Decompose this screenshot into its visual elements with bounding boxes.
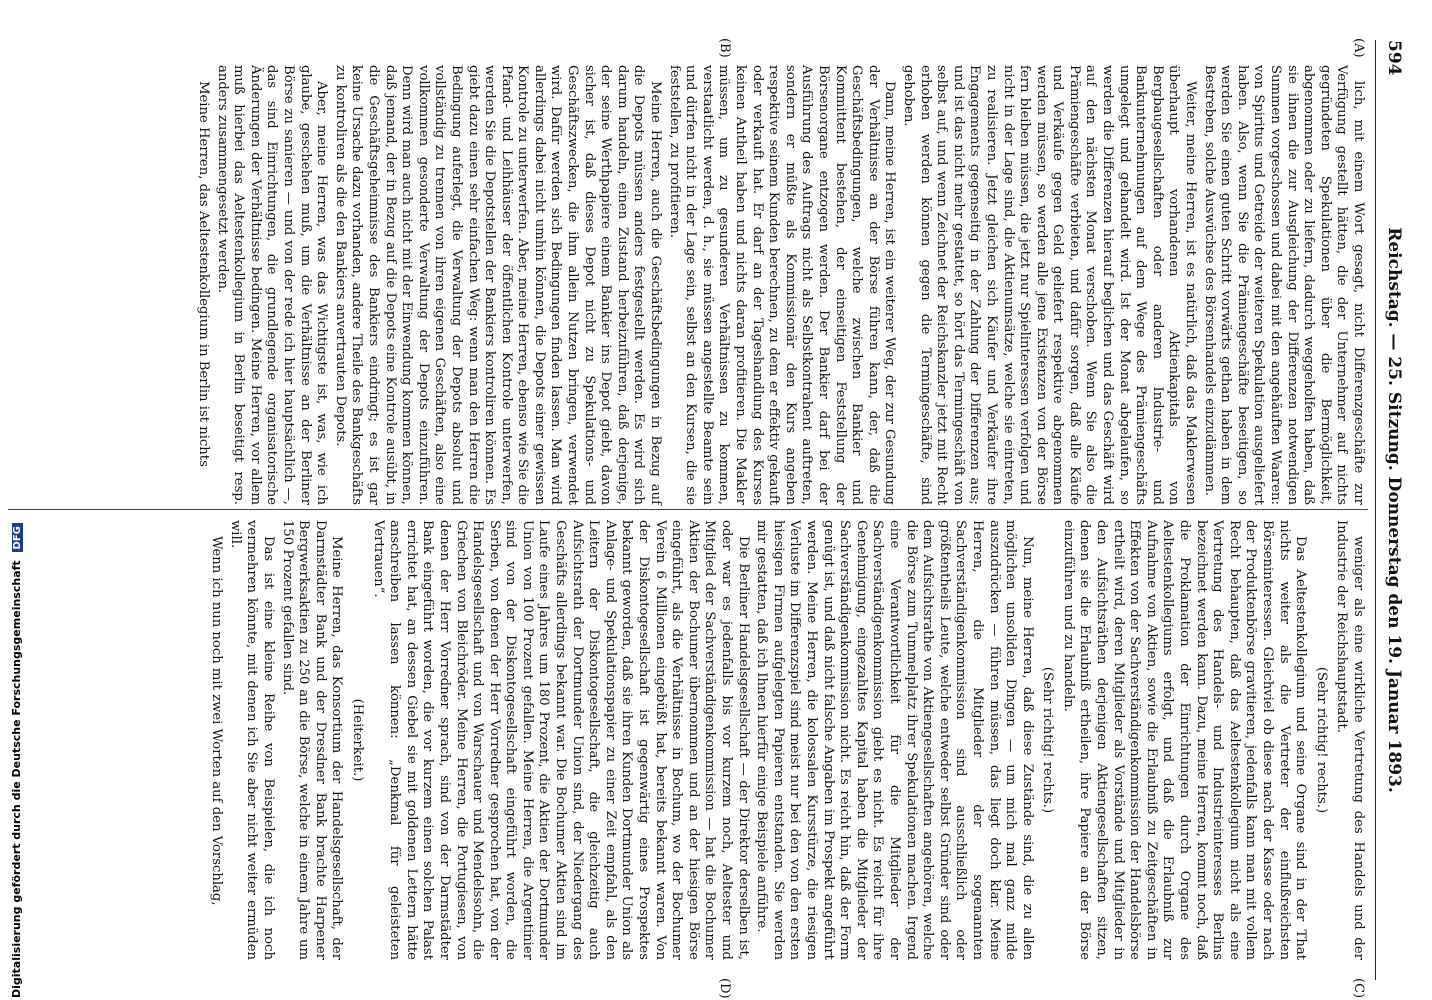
right-paragraph: Meine Herren, das Konsortium der Handelsgesellschaft, der Darmstädter Bank und der Dresdner Bank brachte Harpener Bergwerksaktien zu 250 an die Börse, welche in einem Jahre um 150 Prozent gefallen sind. [279, 520, 345, 960]
left-paragraph: Aber, meine Herren, was das Wichtigste ist, was, wie ich glaube, geschehen muß, um die Verhältnisse an der Berliner Börse zu sanieren — und von der rede ich hier hauptsächlich —, das sind Einrichtungen, die grundlegende organisatorische Änderungen der Verhältnisse bedingen. Meine Herren, vor allem muß hierbei das Aeltestenkollegium in Berlin beseitigt resp. anders zusammengesetzt werden. [214, 65, 330, 505]
page-title: Reichstag. — 25. Sitzung. Donnerstag den 19. Januar 1893. [1384, 227, 1404, 793]
margin-marker-a: (A) [1351, 38, 1366, 58]
header-rule [1375, 40, 1376, 980]
dfg-logo: DFG [12, 523, 23, 552]
right-paragraph: Das Aeltestenkollegium und seine Organe sind in der That nichts weiter als die Vertreter der einflußreichsten Börseninteressen. Gleichviel ob diese nach der Kasse oder nach der Produktenbörse gravitieren, jedenfalls kann man mit vollem Recht behaupten, daß das Aeltestenkollegium nicht als eine Vertretung des Handels- und Industrieinteresses Berlins bezeichnet werden kann. Dazu, meine Herren, kommt noch, daß die Proklamation der Einrichtungen durch Organe des Aeltestenkollegiums erfolgt, und daß die Erlaubniß zur Aufnahme von Aktien, sowie die Erlaubniß zu Zeitgeschäften in Effekten von der Sachverständigenkommission der Handelsbörse ertheilt wird, deren Mitglieder als Vorstände und Mitglieder in den Aufsichtsräthen derjenigen Aktiengesellschaften sitzen, denen sie die Erlaubniß ertheilen, ihre Papiere an der Börse einzuführen und zu handeln. [1060, 520, 1309, 960]
digitization-credit [10, 526, 30, 998]
right-paragraph: weniger als eine wirkliche Vertretung des Handels und der Industrie der Reichshauptstadt. [1334, 520, 1366, 960]
interjection: (Heiterkeit.) [349, 698, 365, 782]
left-paragraph: Weiter, meine Herren, ist es natürlich, daß das Maklerwesen überhaupt vorhandenen Aktienkapitals von Bergbaugesellschaften oder anderen Industrie- und Bankunternehmungen auf dem Wege des Prämiengeschäfts umgelegt und gehandelt wird. Ist der Monat abgelaufen, so werden die Differenzen hierauf beglichen und das Geschäft wird auf den nächsten Monat verschoben. Wenn Sie also die Prämiengeschäfte verbieten, und dafür sorgen, daß alle Käufe und Verkäufe gegen Geld geliefert respektive abgenommen werden müssen, so werden alle jene Existenzen von der Börse fern bleiben müssen, die jetzt nur Spielinteressen verfolgen und nicht in der Lage sind, die Aktienumsätze, welche sie eintreten, zu realisieren. Jetzt gleichen sich Käufer und Verkäufer ihre Engagements gegenseitig in der Zahlung der Differenzen aus; und ist das nicht mehr gestattet, so hört das Termingeschäft von selbst auf, und wenn Zeichnet der Reichskanzler jetzt mit Recht erhoben werden können gegen die Termingeschäfte, sind gehoben. [900, 65, 1199, 505]
left-column [192, 65, 1366, 505]
margin-marker-c: (C) [1351, 978, 1366, 999]
right-paragraph: Wenn ich nun noch mit zwei Worten auf den Vorschlag, [209, 536, 225, 906]
interjection: (Sehr richtig! rechts.) [1040, 666, 1056, 814]
left-paragraph: Meine Herren, das Aeltestenkollegium in Berlin ist nichts [196, 81, 212, 467]
credit-text: Digitalisierung gefördert durch die Deutsche Forschungsgemeinschaft [10, 560, 23, 998]
right-column [206, 520, 1366, 960]
page-header [1380, 40, 1404, 980]
margin-marker-d: (D) [717, 978, 732, 999]
right-paragraph: Nun, meine Herren, daß diese Zustände sind, die zu allen möglichen unsoliden Dingen — um mich mal ganz milde auszudrücken — führen müssen, das liegt doch klar. Meine Herren, die Mitglieder der sogenannten Sachverständigenkommission sind ausschließlich oder größtentheils Leute, welche entweder selbst Gründer sind oder dem Aufsichtsrathe von Aktiengesellschaften angehören, welche die Börse zum Tummelplatz ihrer Spekulationen machen. Irgend eine Verantwortlichkeit für die Mitglieder der Sachverständigenkommission giebt es nicht. Es reicht für ihre Genehmigung, eingezahltes Kapital haben die Mitglieder der Sachverständigenkommission nicht. Es reicht hin, daß der Form genügt ist, und daß nicht falsche Angaben im Prospekt angeführt werden. Meine Herren, die kolossalen Kursstürze, die riesigen Verluste im Differenzspiel sind meist nur bei den von den ersten hiesigen Firmen aufgelegten Papieren entstanden. Sie werden mir gestatten, daß ich Ihnen hierfür einige Beispiele anführe. [754, 520, 1035, 960]
interjection: (Sehr richtig! rechts.) [1313, 666, 1329, 814]
right-paragraph: Das ist eine kleine Reihe von Beispielen, die ich noch vermehren könnte, mit denen ich Sie aber nicht weiter ermüden will. [227, 520, 276, 960]
left-paragraph: lich, mit einem Wort gesagt, nicht Differenzgeschäfte zur Verfügung gestellt hätten, die der Unternehmer auf nichts gegründeten Spekulationen über die Bermöglichkeit, abgenommen oder zu liefern, dadurch weggeholfen haben, daß sie ihnen die zur Ausgleichung der Differenzen notwendigen Summen vorgeschossen und dabei mit den angehäuften Waaren: von Spiritus und Getreide der weiteren Spekulation ausgeliefert haben. Also, wenn Sie die Prämiengeschäfte beseitigen, so werden Sie einen guten Schritt vorwärts gethan haben in dem Bestreben, solche Auswüchse des Börsenhandels einzudämmen. [1201, 65, 1366, 505]
page-number: 594 [1384, 40, 1404, 76]
left-paragraph: Meine Herren, auch die Geschäftsbedingungen in Bezug auf die Depots müssen anders festgestellt werden. Es wird sich darum handeln, einen Zustand herbeizuführen, daß derjenige, der seine Werthpapiere einem Bankier ins Depot giebt, davon sicher ist, daß dieses Depot nicht zu Spekulations- und Geschäftszwecken, die ihm allein Nutzen bringen, verwendet wird. Dafür werden sich Bedingungen finden lassen. Man wird allerdings dabei nicht umhin können, die Depots einer gewissen Kontrole zu unterwerfen. Aber, meine Herren, ebenso wie Sie die Pfand- und Leihhäuser der öffentlichen Kontrole unterwerfen, werden Sie die Depotstellen der Bankiers kontroliren können. Es giebt dazu einen sehr einfachen Weg: wenn man den Herren die Bedingung auferlegt, die Verwaltung der Depots absolut und vollständig zu trennen von ihren eigenen Geschäften, also eine vollkommen gesonderte Verwaltung der Depots einzuführen. Denn wird man auch nicht mit der Einwendung kommen können, daß jemand, der in Bezug auf die Depots eine Kontrole ausübt, in die Geschäftsgeheimnisse des Bankiers eindringt; es ist gar keine Ursache dazu vorhanden, andere Theile des Bankgeschäfts zu kontroliren als die den Bankiers anvertrauten Depots. [332, 65, 664, 505]
column-divider [8, 509, 1368, 510]
left-paragraph: Dann, meine Herren, ist ein weiterer Weg, der zur Gesundung der Verhältnisse an der Börse führen kann, der, daß die Geschäftsbedingungen, welche zwischen Bankier und Kommittent bestehen, der einseitigen Feststellung der Börsenorgane entzogen werden. Der Bankier darf bei der Ausführung des Auftrags nicht als Selbstkontrahent auftreten, sondern er müßte als Kommissionär den Kurs angeben respektive seinem Kunden berechnen, zu dem er effektiv gekauft oder verkauft hat. Er darf an der Tageshandlung des Kurses keinen Antheil haben und nichts daran profitieren. Die Makler müssen, um zu gesunderen Verhältnissen zu kommen, verstaatlicht werden, d. h., sie müssen angestellte Beamte sein und dürfen nicht in der Lage sein, selbst an den Kursen, die sie feststellen, zu profitieren. [666, 65, 898, 505]
margin-marker-b: (B) [717, 38, 732, 58]
right-paragraph: Die Berliner Handelsgesellschaft — der Direktor derselben ist, oder war es jedenfalls bis vor kurzem noch, Aeltester und Mitglied der Sachverständigenkommission — hat die Bochumer Aktien der Bochumer übernommen und an der hiesigen Börse eingeführt, als die Verhältnisse in Bochum, wo der Bochumer Verein 6 Millionen eingebüßt hat, bereits bekannt waren. Von der Diskontogesellschaft ist gegenwärtig eines Prospektes bekannt geworden, daß sie ihren Kunden Dortmunder Union als Anlage- und Spekulationspapier zu einer Zeit empfahl, als den Leitern der Diskontogesellschaft, die gleichzeitig auch Aufsichtsrath der Dortmunder Union sind, der Niedergang des Geschäfts allerdings bekannt war. Die Bochumer Aktien sind im Laufe eines Jahres um 180 Prozent, die Aktien der Dortmunder Union von 100 Prozent gefallen. Meine Herren, die Argentinier sind von der Diskontogesellschaft eingeführt worden, die Serben, von denen der Herr Vorredner gesprochen hat, von der Handelsgesellschaft und von Warschauer und Mendelssohn, die Griechen von Bleichröder. Meine Herren, die Portugiesen, von denen der Herr Vorredner sprach, sind von der Darmstädter Bank eingeführt worden, die vor kurzem einen solchen Palast errichtet hat, an dessen Giebel sie mit goldenen Lettern hätte anschreiben lassen können: „Denkmal für geleisteten Vertrauen“. [370, 520, 751, 960]
